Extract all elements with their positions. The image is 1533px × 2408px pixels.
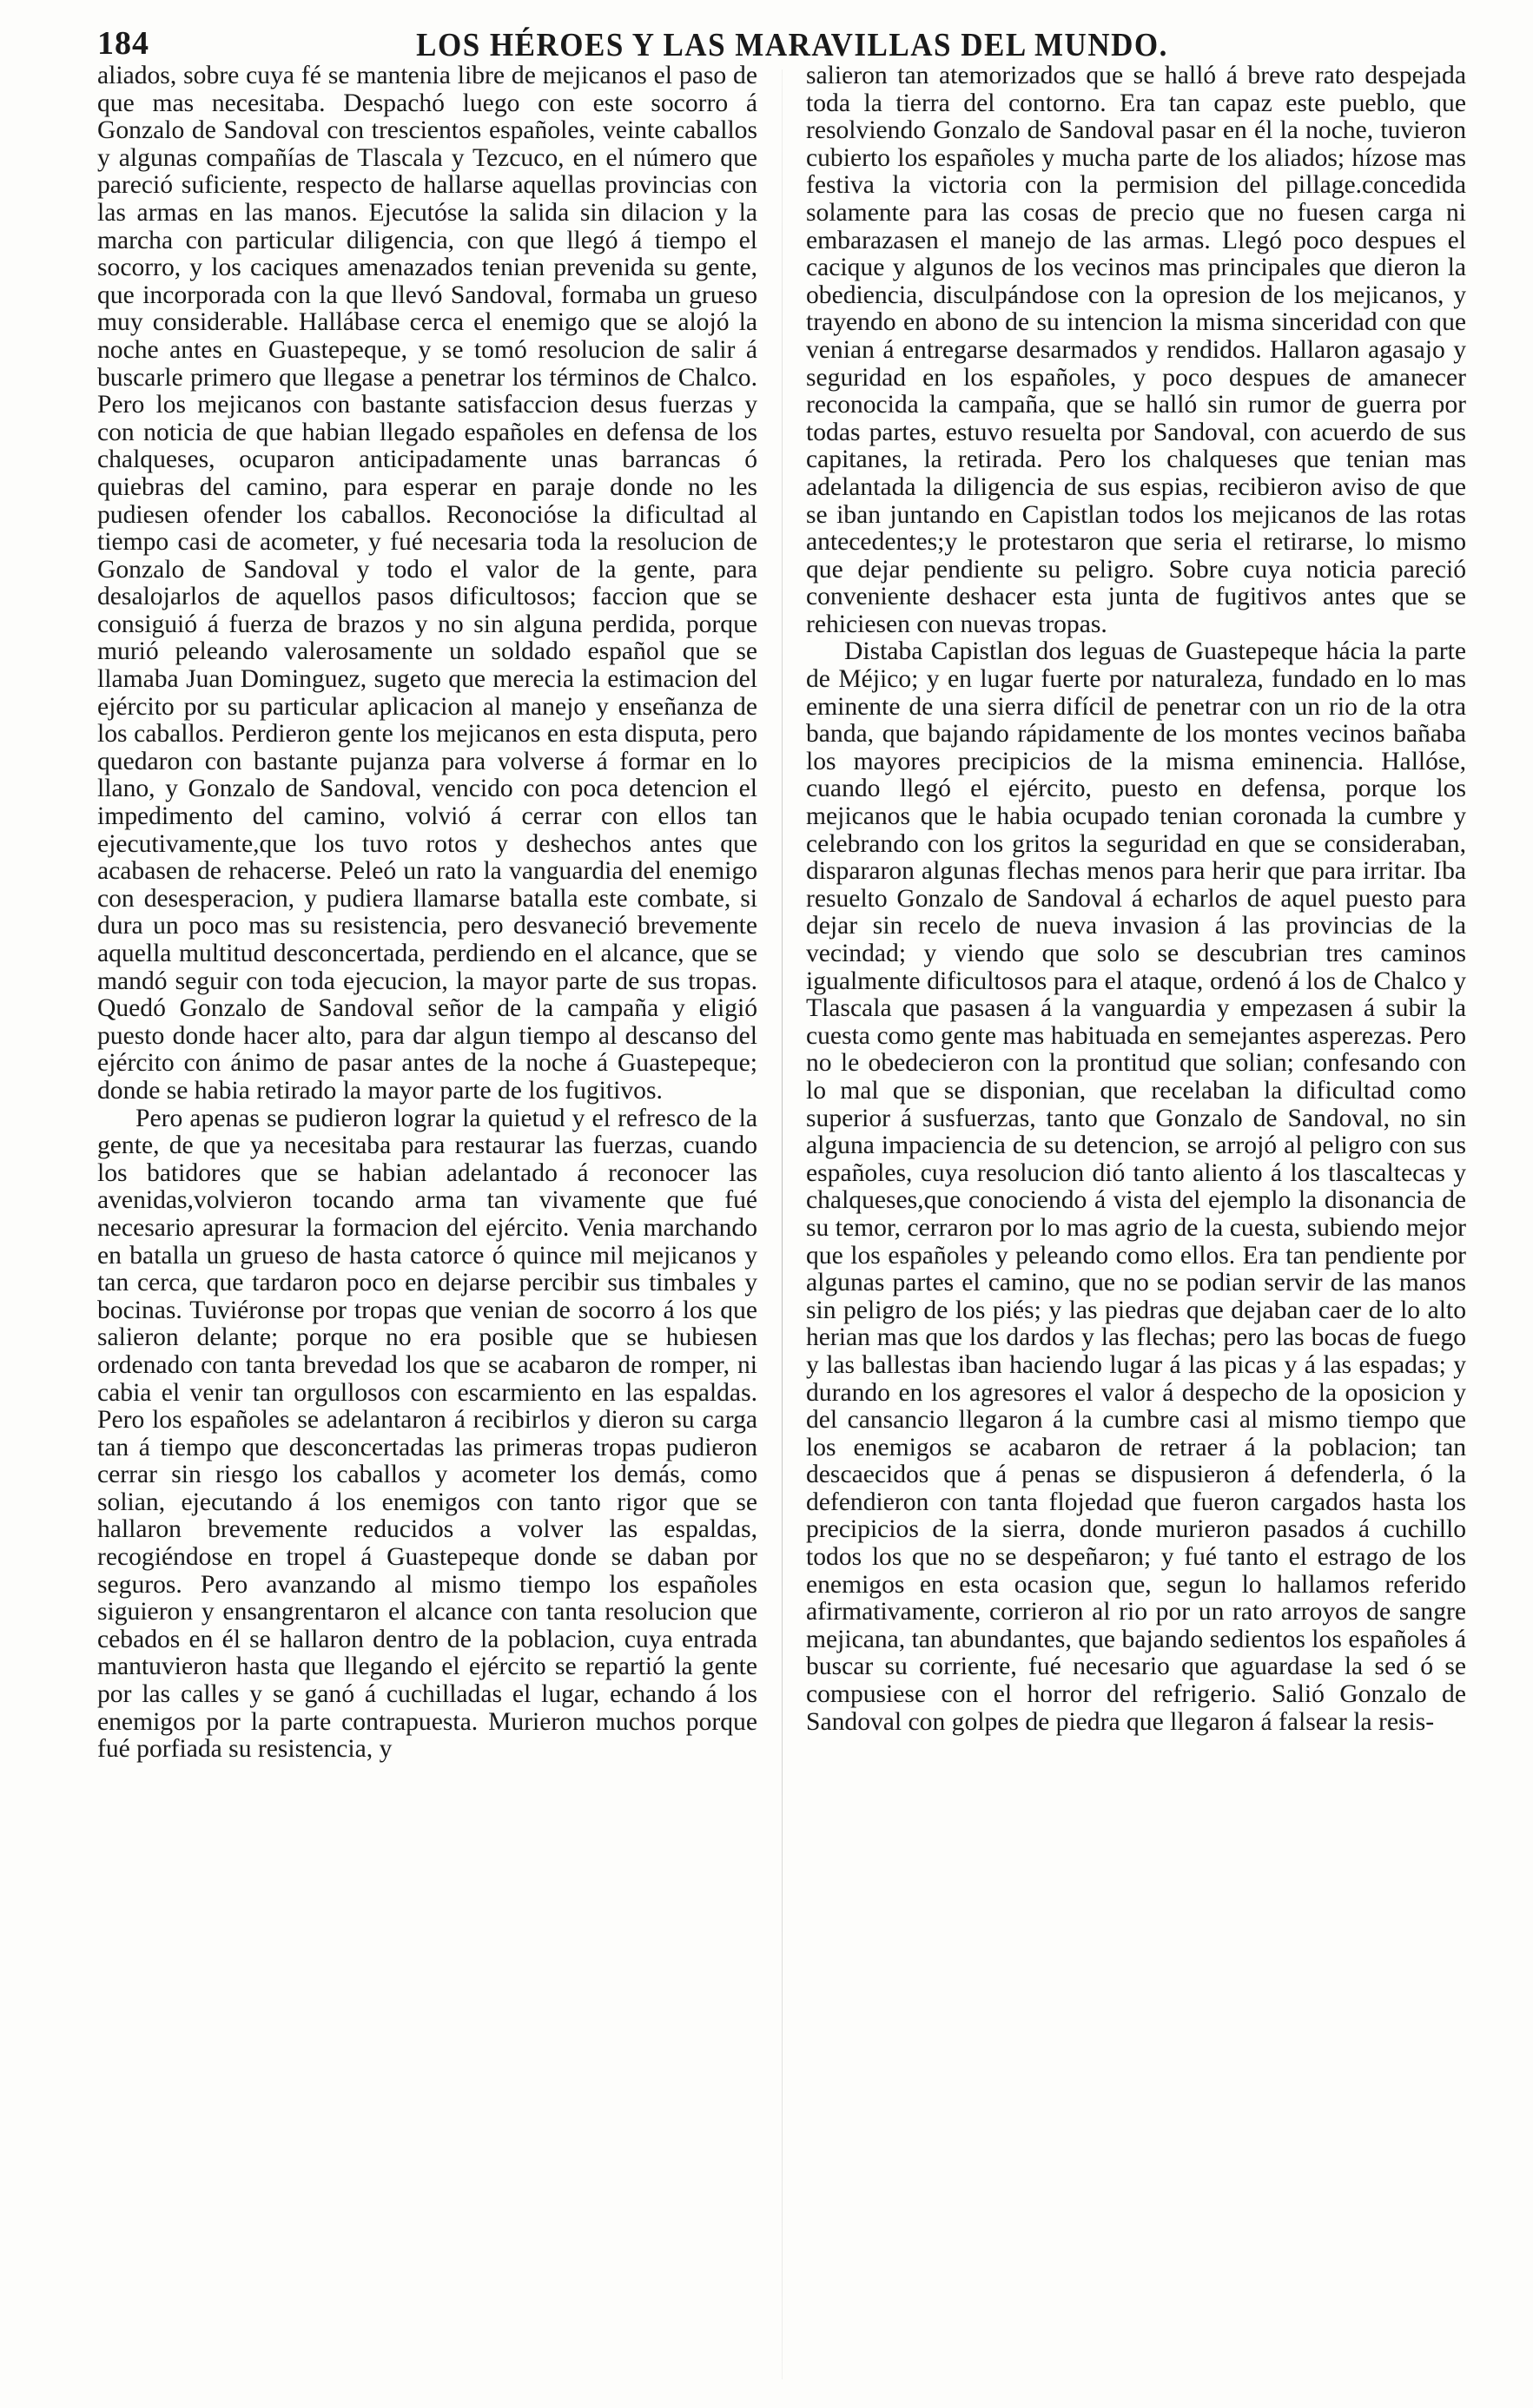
running-title: LOS HÉROES Y LAS MARAVILLAS DEL MUNDO. — [416, 26, 1168, 63]
paragraph-left-1: aliados, sobre cuya fé se mantenia libre de mejicanos el paso de que mas necesitaba. Despachó luego con este socorro á Gonzalo de Sandoval con trescientos españoles, veinte caballos y algunas compañías de Tlascala y Tezcuco, en el número que pareció suficiente, respecto de hallarse aquellas provincias con las armas en las manos. Ejecutóse la salida sin dilacion y la marcha con particular diligencia, con que llegó á tiempo el socorro, y los caciques amenazados tenian prevenida su gente, que incorporada con la que llevó Sandoval, formaba un grueso muy considerable. Hallábase cerca el enemigo que se alojó la noche antes en Guastepeque, y se tomó resolucion de salir á buscarle primero que llegase a penetrar los términos de Chalco. Pero los mejicanos con bastante satisfaccion desus fuerzas y con noticia de que habian llegado españoles en defensa de los chalqueses, ocuparon anticipadamente unas barrancas ó quiebras del camino, para esperar en paraje donde no les pudiesen ofender los caballos. Reconocióse la dificultad al tiempo casi de acometer, y fué necesaria toda la resolucion de Gonzalo de Sandoval y todo el valor de la gente, para desalojarlos de aquellos pasos dificultosos; faccion que se consiguió á fuerza de brazos y no sin alguna perdida, porque murió peleando valerosamente un soldado español que se llamaba Juan Dominguez, sugeto que merecia la estimacion del ejército por su particular aplicacion al manejo y enseñanza de los caballos. Perdieron gente los mejicanos en esta disputa, pero quedaron con bastante pujanza para volverse á formar en lo llano, y Gonzalo de Sandoval, vencido con poca detencion el impedimento del camino, volvió á cerrar con ellos tan ejecutivamente,que los tuvo rotos y deshechos antes que acabasen de rehacerse. Peleó un rato la vanguardia del enemigo con desesperacion, y pudiera llamarse batalla este combate, si dura un poco mas su resistencia, pero desvaneció brevemente aquella multitud desconcertada, perdiendo en el alcance, que se mandó seguir con toda ejecucion, la mayor parte de sus tropas. Quedó Gonzalo de Sandoval señor de la campaña y eligió puesto donde hacer alto, para dar algun tiempo al descanso del ejército con ánimo de pasar antes de la noche á Guastepeque; donde se habia retirado la mayor parte de los fugitivos. — [97, 62, 757, 1105]
right-column — [806, 63, 1466, 1736]
page-number: 184 — [97, 25, 149, 62]
paragraph-right-1: salieron tan atemorizados que se halló á breve rato despejada toda la tierra del contorno. Era tan capaz este pueblo, que resolviendo Gonzalo de Sandoval pasar en él la noche, tuvieron cubierto los españoles y mucha parte de los aliados; hízose mas festiva la victoria con la permision del pillage.concedida solamente para las cosas de precio que no fuesen carga ni embarazasen el manejo de las armas. Llegó poco despues el cacique y algunos de los vecinos mas principales que dieron la obediencia, disculpándose con la opresion de los mejicanos, y trayendo en abono de su intencion la misma sinceridad con que venian á entregarse desarmados y rendidos. Hallaron agasajo y seguridad en los españoles, y poco despues de amanecer reconocida la campaña, que se halló sin rumor de guerra por todas partes, estuvo resuelta por Sandoval, con acuerdo de sus capitanes, la retirada. Pero los chalqueses que tenian mas adelantada la diligencia de sus espias, recibieron aviso de que se iban juntando en Capistlan todos los mejicanos de las rotas antecedentes;y le protestaron que seria el retirarse, lo mismo que dejar pendiente su peligro. Sobre cuya noticia pareció conveniente deshacer esta junta de fugitivos antes que se rehiciesen con nuevas tropas. — [806, 62, 1466, 638]
page-header — [97, 24, 1487, 64]
column-divider — [782, 69, 783, 2379]
left-column — [97, 63, 757, 1764]
paragraph-right-2: Distaba Capistlan dos leguas de Guastepeque hácia la parte de Méjico; y en lugar fuerte por naturaleza, fundado en lo mas eminente de una sierra difícil de penetrar con un rio de la otra banda, que bajando rápidamente de los montes vecinos bañaba los mayores precipicios de la misma eminencia. Hallóse, cuando llegó el ejército, puesto en defensa, porque los mejicanos que le habia ocupado tenian coronada la cumbre y celebrando con los gritos la seguridad en que se consideraban, dispararon algunas flechas menos para herir que para irritar. Iba resuelto Gonzalo de Sandoval á echarlos de aquel puesto para dejar sin recelo de nueva invasion á las provincias de la vecindad; y viendo que solo se descubrian tres caminos igualmente dificultosos para el ataque, ordenó á los de Chalco y Tlascala que pasasen á la vanguardia y empezasen á subir la cuesta como gente mas habituada en semejantes asperezas. Pero no le obedecieron con la prontitud que solian; confesando con lo mal que se disponian, que recelaban la dificultad como superior á susfuerzas, tanto que Gonzalo de Sandoval, no sin alguna impaciencia de su detencion, se arrojó al peligro con sus españoles, cuya resolucion dió tanto aliento á los tlascaltecas y chalqueses,que conociendo á vista del ejemplo la disonancia de su temor, cerraron por lo mas agrio de la cuesta, subiendo mejor que los españoles y peleando como ellos. Era tan pendiente por algunas partes el camino, que no se podian servir de las manos sin peligro de los piés; y las piedras que dejaban caer de lo alto herian mas que los dardos y las flechas; pero las bocas de fuego y las ballestas iban haciendo lugar á las picas y á las espadas; y durando en los agresores el valor á despecho de la oposicion y del cansancio llegaron á la cumbre casi al mismo tiempo que los enemigos se acabaron de retraer á la poblacion; tan descaecidos que á penas se dispusieron á defenderla, ó la defendieron con tanta flojedad que fueron cargados hasta los precipicios de la sierra, donde murieron pasados á cuchillo todos los que no se despeñaron; y fué tanto el estrago de los enemigos en esta ocasion que, segun lo hallamos referido afirmativamente, corrieron al rio por un rato arroyos de sangre mejicana, tan abundantes, que bajando sedientos los españoles á buscar su corriente, fué necesario que aguardase la sed ó se compusiese con el horror del refrigerio. Salió Gonzalo de Sandoval con golpes de piedra que llegaron á falsear la resis- — [806, 637, 1466, 1736]
paragraph-left-2: Pero apenas se pudieron lograr la quietud y el refresco de la gente, de que ya necesitaba para restaurar las fuerzas, cuando los batidores que se habian adelantado á reconocer las avenidas,volvieron tocando arma tan vivamente que fué necesario apresurar la formacion del ejército. Venia marchando en batalla un grueso de hasta catorce ó quince mil mejicanos y tan cerca, que tardaron poco en dejarse percibir sus timbales y bocinas. Tuviéronse por tropas que venian de socorro á los que salieron delante; porque no era posible que se hubiesen ordenado con tanta brevedad los que se acabaron de romper, ni cabia el venir tan orgullosos con escarmiento en las espaldas. Pero los españoles se adelantaron á recibirlos y dieron su carga tan á tiempo que desconcertadas las primeras tropas pudieron cerrar sin riesgo los caballos y acometer los demás, como solian, ejecutando á los enemigos con tanto rigor que se hallaron brevemente reducidos a volver las espaldas, recogiéndose en tropel á Guastepeque donde se daban por seguros. Pero avanzando al mismo tiempo los españoles siguieron y ensangrentaron el alcance con tanta resolucion que cebados en él se hallaron dentro de la poblacion, cuya entrada mantuvieron hasta que llegando el ejército se repartió la gente por las calles y se ganó á cuchilladas el lugar, echando á los enemigos por la parte contrapuesta. Murieron muchos porque fué porfiada su resistencia, y — [97, 1104, 757, 1764]
